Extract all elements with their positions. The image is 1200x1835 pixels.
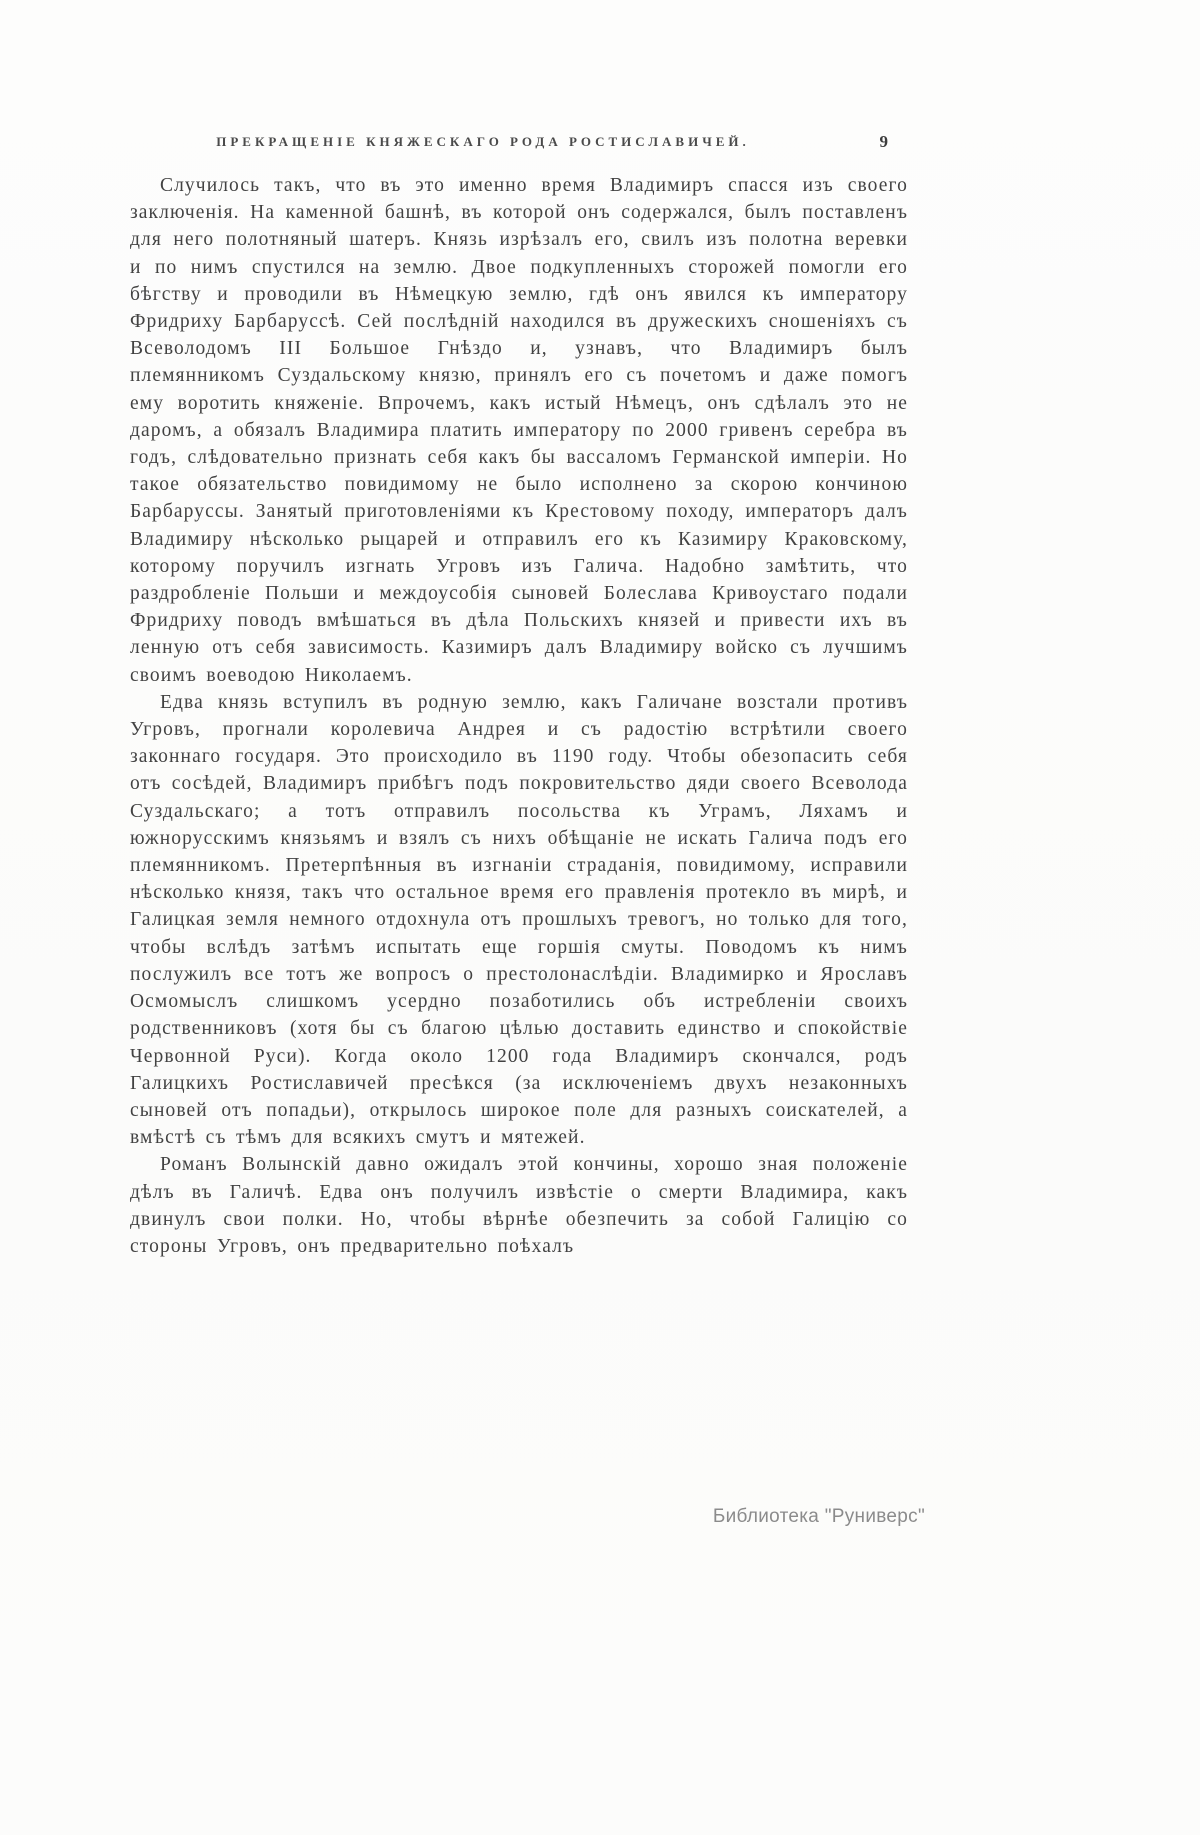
paragraph: Случилось такъ, что въ это именно время Владимиръ спасся изъ своего заключенія. На каменной башнѣ, въ которой онъ содержался, былъ поставленъ для него полотняный шатеръ. Князь изрѣзалъ его, свилъ изъ полотна веревки и по нимъ спустился на землю. Двое подкупленныхъ сторожей помогли его бѣгству и проводили въ Нѣмецкую землю, гдѣ онъ явился къ императору Фридриху Барбаруссѣ. Сей послѣдній находился въ дружескихъ сношеніяхъ съ Всеволодомъ III Большое Гнѣздо и, узнавъ, что Владимиръ былъ племянникомъ Суздальскому князю, принялъ его съ почетомъ и даже помогъ ему воротить княженіе. Впрочемъ, какъ истый Нѣмецъ, онъ сдѣлалъ это не даромъ, а обязалъ Владимира платить императору по 2000 гривенъ серебра въ годъ, слѣдовательно признать себя какъ бы вассаломъ Германской имперіи. Но такое обязательство повидимому не было исполнено за скорою кончиною Барбаруссы. Занятый приготовленіями къ Крестовому походу, императоръ далъ Владимиру нѣсколько рыцарей и отправилъ его къ Казимиру Краковскому, которому поручилъ изгнать Угровъ изъ Галича. Надобно замѣтить, что раздробленіе Польши и междоусобія сыновей Болеслава Кривоустаго подали Фридриху поводъ вмѣшаться въ дѣла Польскихъ князей и привести ихъ въ ленную отъ себя зависимость. Казимиръ далъ Владимиру войско съ лучшимъ своимъ воеводою Николаемъ. xyxy=(130,175,908,686)
paragraph: Едва князь вступилъ въ родную землю, какъ Галичане возстали противъ Угровъ, прогнали королевича Андрея и съ радостію встрѣтили своего законнаго государя. Это происходило въ 1190 году. Чтобы обезопасить себя отъ сосѣдей, Владимиръ прибѣгъ подъ покровительство дяди своего Всеволода Суздальскаго; а тотъ отправилъ посольства къ Уграмъ, Ляхамъ и южнорусскимъ князьямъ и взялъ съ нихъ обѣщаніе не искать Галича подъ его племянникомъ. Претерпѣнныя въ изгнаніи страданія, повидимому, исправили нѣсколько князя, такъ что остальное время его правленія протекло въ мирѣ, и Галицкая земля немного отдохнула отъ прошлыхъ тревогъ, но только для того, чтобы вслѣдъ затѣмъ испытать еще горшія смуты. Поводомъ къ нимъ послужилъ все тотъ же вопросъ о престолонаслѣдіи. Владимирко и Ярославъ Осмомыслъ слишкомъ усердно позаботились объ истребленіи своихъ родственниковъ (хотя бы съ благою цѣлью доставить единство и спокойствіе Червонной Руси). Когда около 1200 года Владимиръ скончался, родъ Галицкихъ Ростиславичей пресѣкся (за исключеніемъ двухъ незаконныхъ сыновей отъ попадьи), открылось широкое поле для разныхъ соискателей, а вмѣстѣ съ тѣмъ для всякихъ смутъ и мятежей. xyxy=(130,691,908,1149)
paragraph: Романъ Волынскій давно ожидалъ этой кончины, хорошо зная положеніе дѣлъ въ Галичѣ. Едва онъ получилъ извѣстіе о смерти Владимира, какъ двинулъ свои полки. Но, чтобы вѣрнѣе обезпечить за собой Галицію со стороны Угровъ, онъ предварительно поѣхалъ xyxy=(130,1154,908,1257)
library-watermark: Библиотека "Руниверс" xyxy=(712,1506,925,1527)
body-text xyxy=(130,172,908,1260)
running-title: ПРЕКРАЩЕНІЕ КНЯЖЕСКАГО РОДА РОСТИСЛАВИЧЕЙ. xyxy=(216,134,750,149)
page-header xyxy=(130,134,906,156)
page-number: 9 xyxy=(879,132,888,151)
